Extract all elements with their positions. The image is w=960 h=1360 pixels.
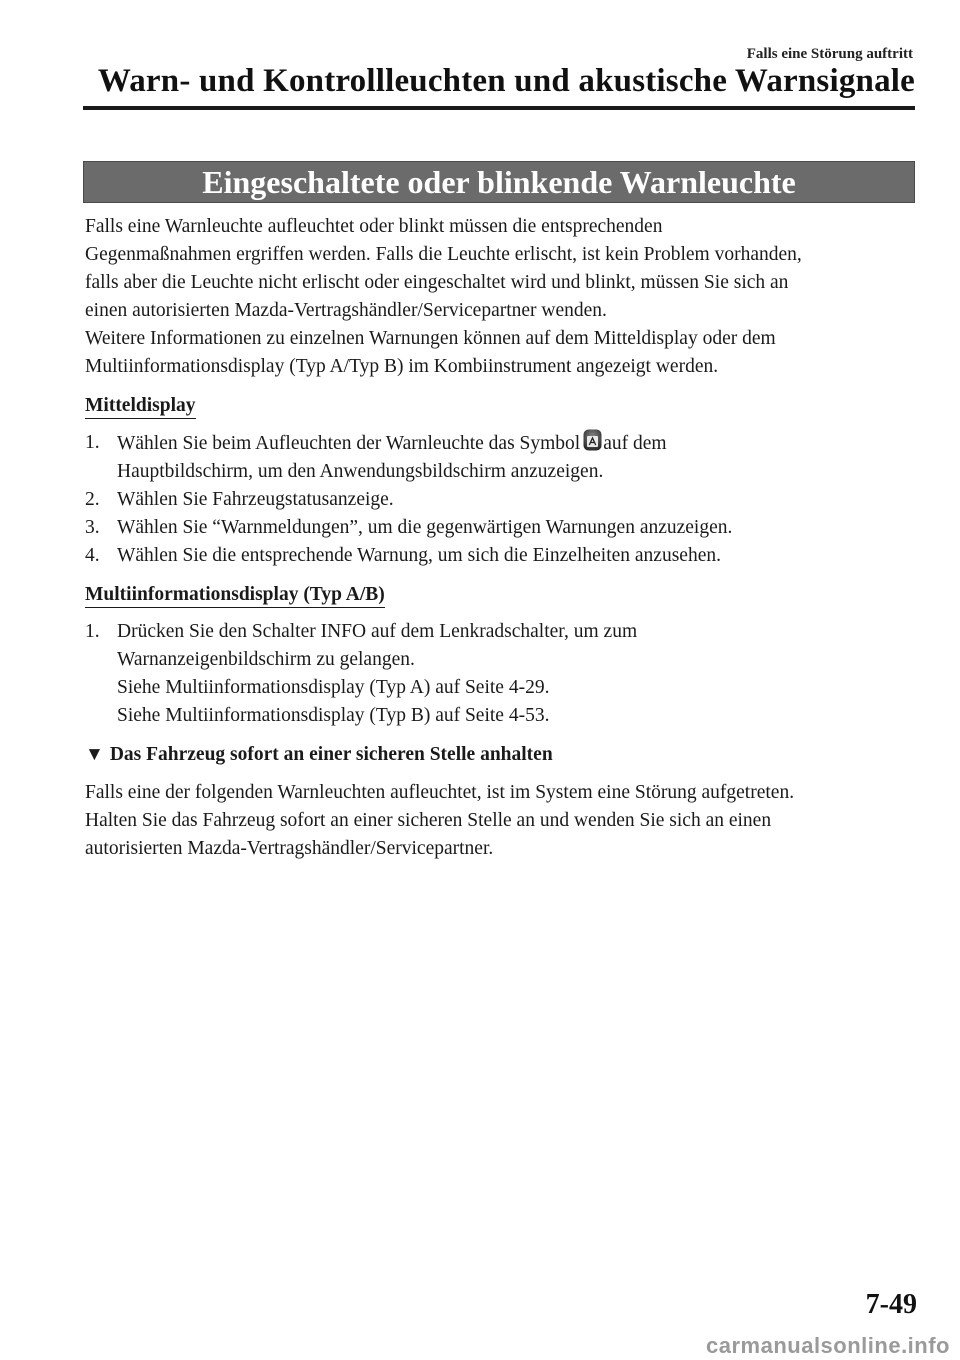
chapter-title: Warn- und Kontrollleuchten und akustische Warnsignale <box>97 63 915 99</box>
center-display-heading: Mitteldisplay <box>85 395 196 419</box>
step-item <box>85 542 920 570</box>
stop-section-body <box>85 779 920 863</box>
stop-section-heading-text: Das Fahrzeug sofort an einer sicheren Stelle anhalten <box>109 744 553 765</box>
intro-line: einen autorisierten Mazda-Vertragshändler/Servicepartner wenden. <box>85 300 607 321</box>
step-number: 3. <box>85 517 100 538</box>
center-display-steps <box>85 429 920 570</box>
step-continuation: Hauptbildschirm, um den Anwendungsbildschirm anzuzeigen. <box>117 461 604 482</box>
step-text: Warnanzeigenbildschirm zu gelangen. <box>117 649 415 670</box>
body-line: Falls eine der folgenden Warnleuchten aufleuchtet, ist im System eine Störung aufgetreten. <box>85 782 795 803</box>
multi-display-heading-wrap <box>85 581 920 609</box>
multi-display-heading: Multiinformationsdisplay (Typ A/B) <box>85 584 385 608</box>
center-display-heading-wrap <box>85 392 920 420</box>
stop-section-heading <box>85 741 920 769</box>
page-reference: Siehe Multiinformationsdisplay (Typ A) auf Seite 4-29. <box>117 677 550 698</box>
step-number: 1. <box>85 621 100 642</box>
multi-display-steps <box>85 618 920 730</box>
step-item <box>85 429 920 486</box>
step-item <box>85 618 920 730</box>
intro-line: Gegenmaßnahmen ergriffen werden. Falls die Leuchte erlischt, ist kein Problem vorhanden, <box>85 244 802 265</box>
intro-paragraph <box>85 213 920 381</box>
step-text: Wählen Sie “Warnmeldungen”, um die gegenwärtigen Warnungen anzuzeigen. <box>117 517 733 538</box>
step-number: 2. <box>85 489 100 510</box>
step-item <box>85 486 920 514</box>
footer-watermark: carmanualsonline.info <box>706 1333 950 1358</box>
step-text: Wählen Sie Fahrzeugstatusanzeige. <box>117 489 394 510</box>
step-text: Wählen Sie beim Aufleuchten der Warnleuchte das Symbol <box>117 433 581 454</box>
page-number: 7-49 <box>865 1289 917 1320</box>
body-line: autorisierten Mazda-Vertragshändler/Servicepartner. <box>85 838 494 859</box>
header-rule <box>83 106 915 110</box>
triangle-marker-icon: ▼ <box>85 744 104 765</box>
intro-line: Weitere Informationen zu einzelnen Warnungen können auf dem Mitteldisplay oder dem <box>85 328 776 349</box>
app-icon <box>583 429 602 451</box>
step-number: 1. <box>85 432 100 453</box>
intro-line: Falls eine Warnleuchte aufleuchtet oder blinkt müssen die entsprechenden <box>85 216 663 237</box>
page-reference: Siehe Multiinformationsdisplay (Typ B) auf Seite 4-53. <box>117 705 550 726</box>
intro-line: falls aber die Leuchte nicht erlischt oder eingeschaltet wird und blinkt, müssen Sie sich an <box>85 272 789 293</box>
page-title-bar: Eingeschaltete oder blinkende Warnleuchte <box>83 161 915 203</box>
step-text: Wählen Sie die entsprechende Warnung, um sich die Einzelheiten anzusehen. <box>117 545 721 566</box>
page-content <box>85 213 920 863</box>
step-item <box>85 514 920 542</box>
step-text: auf dem <box>603 433 667 454</box>
section-label: Falls eine Störung auftritt <box>746 46 913 62</box>
body-line: Halten Sie das Fahrzeug sofort an einer sicheren Stelle an und wenden Sie sich an einen <box>85 810 772 831</box>
intro-line: Multiinformationsdisplay (Typ A/Typ B) im Kombiinstrument angezeigt werden. <box>85 356 719 377</box>
step-text: Drücken Sie den Schalter INFO auf dem Lenkradschalter, um zum <box>117 621 638 642</box>
step-number: 4. <box>85 545 100 566</box>
